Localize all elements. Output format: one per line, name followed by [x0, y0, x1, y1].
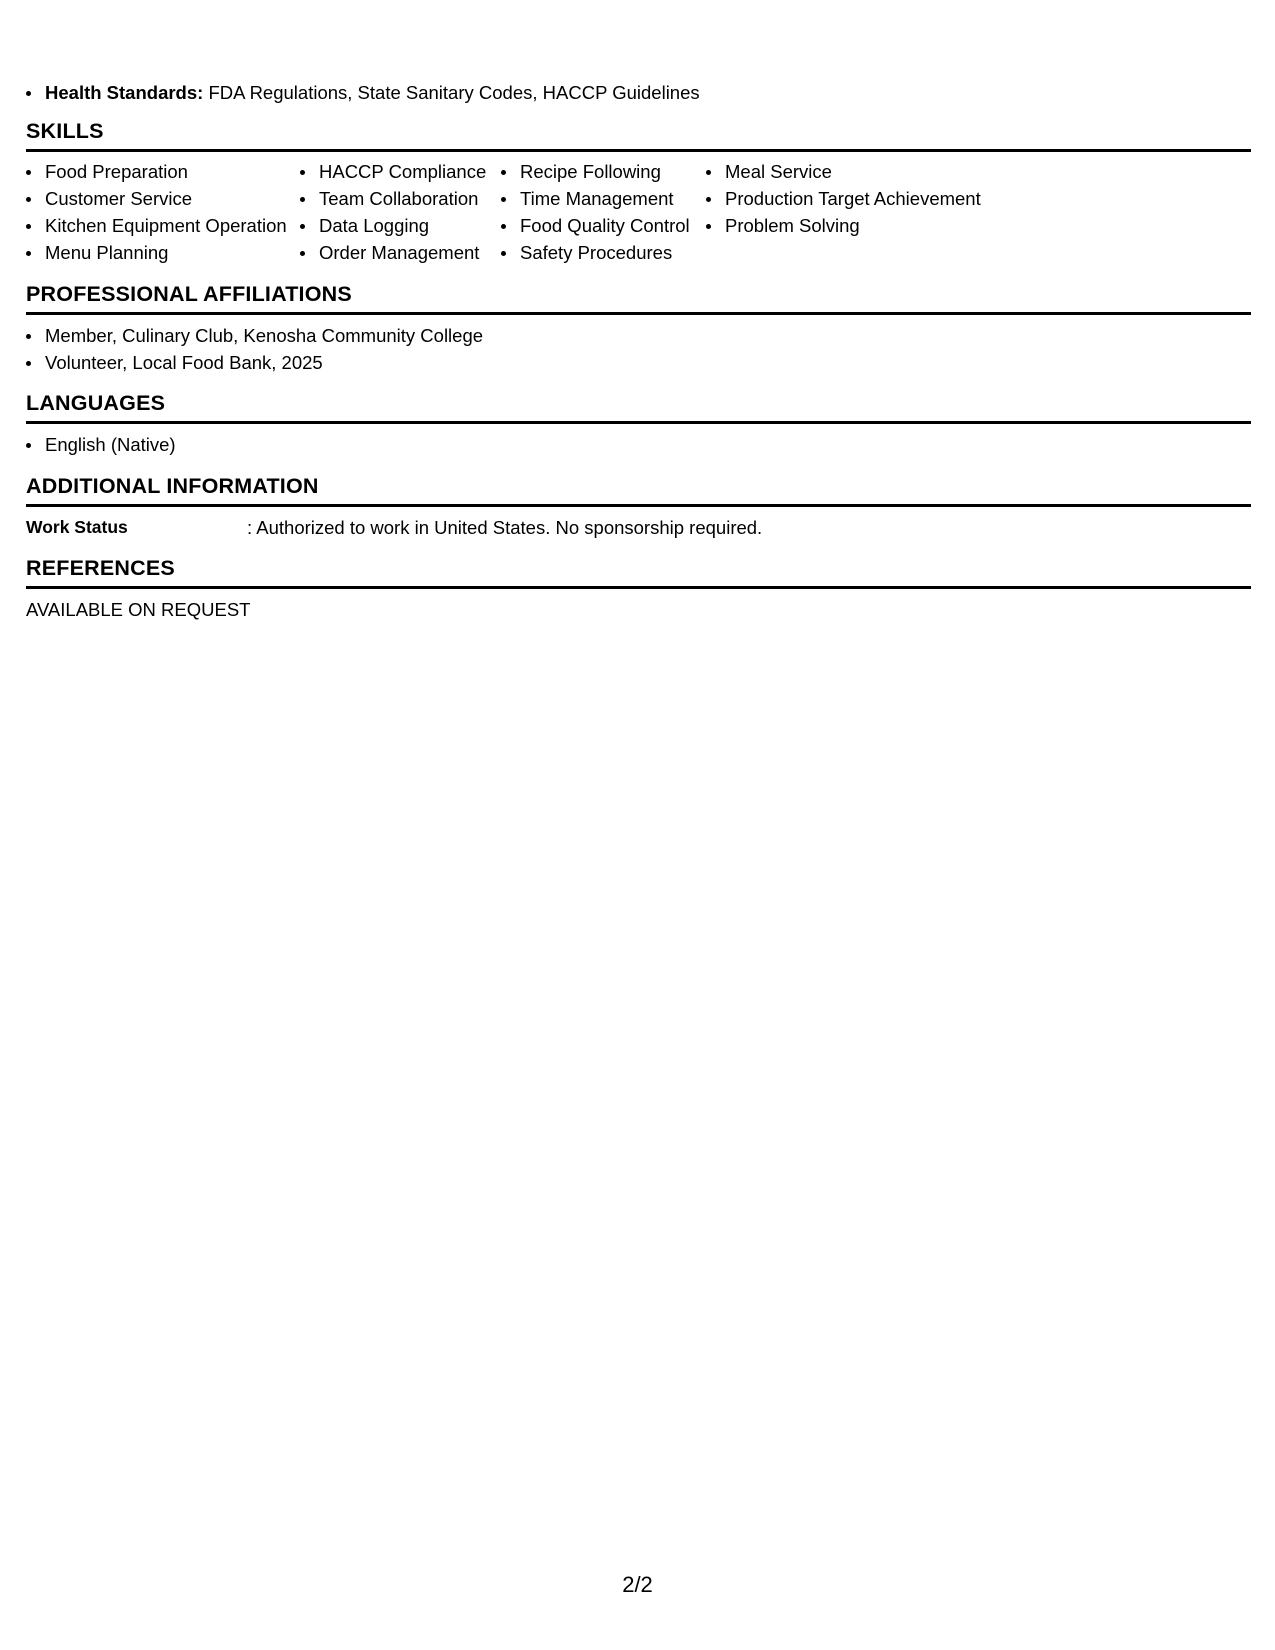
health-standards-list — [26, 79, 700, 106]
affiliations-section — [26, 281, 1251, 376]
skills-column-2 — [300, 158, 501, 266]
references-heading: REFERENCES — [26, 555, 1251, 589]
affiliations-list — [26, 322, 1251, 376]
skill-item: Time Management — [501, 185, 706, 212]
additional-info-heading: ADDITIONAL INFORMATION — [26, 473, 1251, 507]
skill-item: Meal Service — [706, 158, 1006, 185]
work-status-label: Work Status — [26, 517, 128, 537]
health-standards-text: FDA Regulations, State Sanitary Codes, HACCP Guidelines — [203, 82, 700, 103]
affiliation-item: Member, Culinary Club, Kenosha Community College — [26, 322, 1251, 349]
languages-heading: LANGUAGES — [26, 390, 1251, 424]
skills-column-3 — [501, 158, 706, 266]
work-status-row — [26, 514, 1251, 541]
skills-heading: SKILLS — [26, 118, 1251, 152]
skill-item: Production Target Achievement — [706, 185, 1006, 212]
languages-section — [26, 390, 1251, 458]
skills-column-1 — [26, 158, 300, 266]
skill-item: Problem Solving — [706, 212, 1006, 239]
skills-section — [26, 118, 1251, 266]
additional-info-section — [26, 473, 1251, 541]
skill-item: Food Preparation — [26, 158, 300, 185]
references-section — [26, 555, 1251, 623]
skill-item: HACCP Compliance — [300, 158, 501, 185]
skills-grid — [26, 158, 1251, 266]
skills-column-4 — [706, 158, 1006, 266]
skill-item: Food Quality Control — [501, 212, 706, 239]
affiliations-heading: PROFESSIONAL AFFILIATIONS — [26, 281, 1251, 315]
skill-item: Team Collaboration — [300, 185, 501, 212]
references-text: AVAILABLE ON REQUEST — [26, 599, 251, 620]
skill-item: Customer Service — [26, 185, 300, 212]
affiliation-item: Volunteer, Local Food Bank, 2025 — [26, 349, 1251, 376]
work-status-value: : Authorized to work in United States. No sponsorship required. — [247, 517, 763, 538]
skill-item: Menu Planning — [26, 239, 300, 266]
skill-item: Recipe Following — [501, 158, 706, 185]
skill-item: Order Management — [300, 239, 501, 266]
language-item: English (Native) — [26, 431, 1251, 458]
page-number: 2/2 — [622, 1572, 653, 1597]
health-standards-item — [26, 79, 700, 106]
skill-item: Safety Procedures — [501, 239, 706, 266]
health-standards-label: Health Standards: — [45, 82, 204, 103]
skill-item: Data Logging — [300, 212, 501, 239]
skill-item: Kitchen Equipment Operation — [26, 212, 300, 239]
languages-list — [26, 431, 1251, 458]
